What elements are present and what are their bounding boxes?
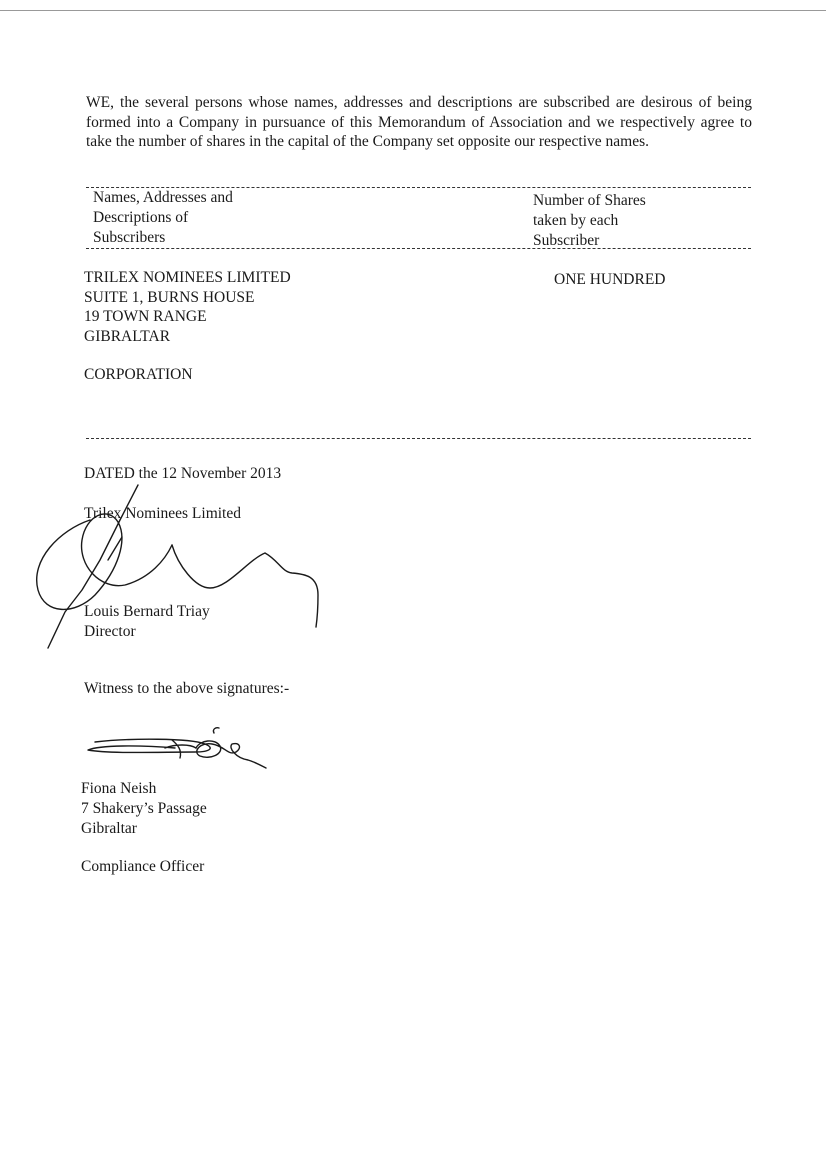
address-line: TRILEX NOMINEES LIMITED: [84, 269, 291, 286]
signatory-name: Louis Bernard Triay: [84, 603, 210, 620]
signatory-title: Director: [84, 622, 136, 640]
header-line: Subscriber: [533, 232, 600, 249]
witness-line: Fiona Neish: [81, 780, 157, 797]
subscriber-type: CORPORATION: [84, 366, 193, 383]
subscription-paragraph: WE, the several persons whose names, addresses and descriptions are subscribed are desirous of being formed into a Company in pursuance of this Memorandum of Association and we respectively agree to take the number of shares in the capital of the Company set opposite our respective names.: [86, 94, 752, 150]
witness-signature-stroke: [213, 728, 219, 733]
header-line: Number of Shares: [533, 192, 646, 209]
shares-taken: ONE HUNDRED: [554, 271, 666, 288]
witness-line: Gibraltar: [81, 820, 137, 837]
address-line: SUITE 1, BURNS HOUSE: [84, 288, 255, 306]
header-line: Subscribers: [93, 229, 166, 246]
director-signature-stroke: [172, 545, 318, 627]
signatory-company: Trilex Nominees Limited: [84, 505, 241, 522]
header-line: taken by each: [533, 212, 619, 229]
witness-signature-stroke: [165, 740, 196, 758]
date-line: DATED the 12 November 2013: [84, 465, 282, 482]
director-signature-stroke: [48, 485, 138, 648]
witness-label: Witness to the above signatures:-: [84, 680, 290, 697]
director-signature-stroke: [37, 514, 172, 609]
header-line: Names, Addresses and: [93, 189, 233, 206]
witness-role: Compliance Officer: [81, 858, 205, 875]
header-line: Descriptions of: [93, 209, 189, 226]
witness-line: 7 Shakery’s Passage: [81, 800, 207, 817]
address-line: GIBRALTAR: [84, 327, 171, 345]
address-line: 19 TOWN RANGE: [84, 308, 207, 325]
